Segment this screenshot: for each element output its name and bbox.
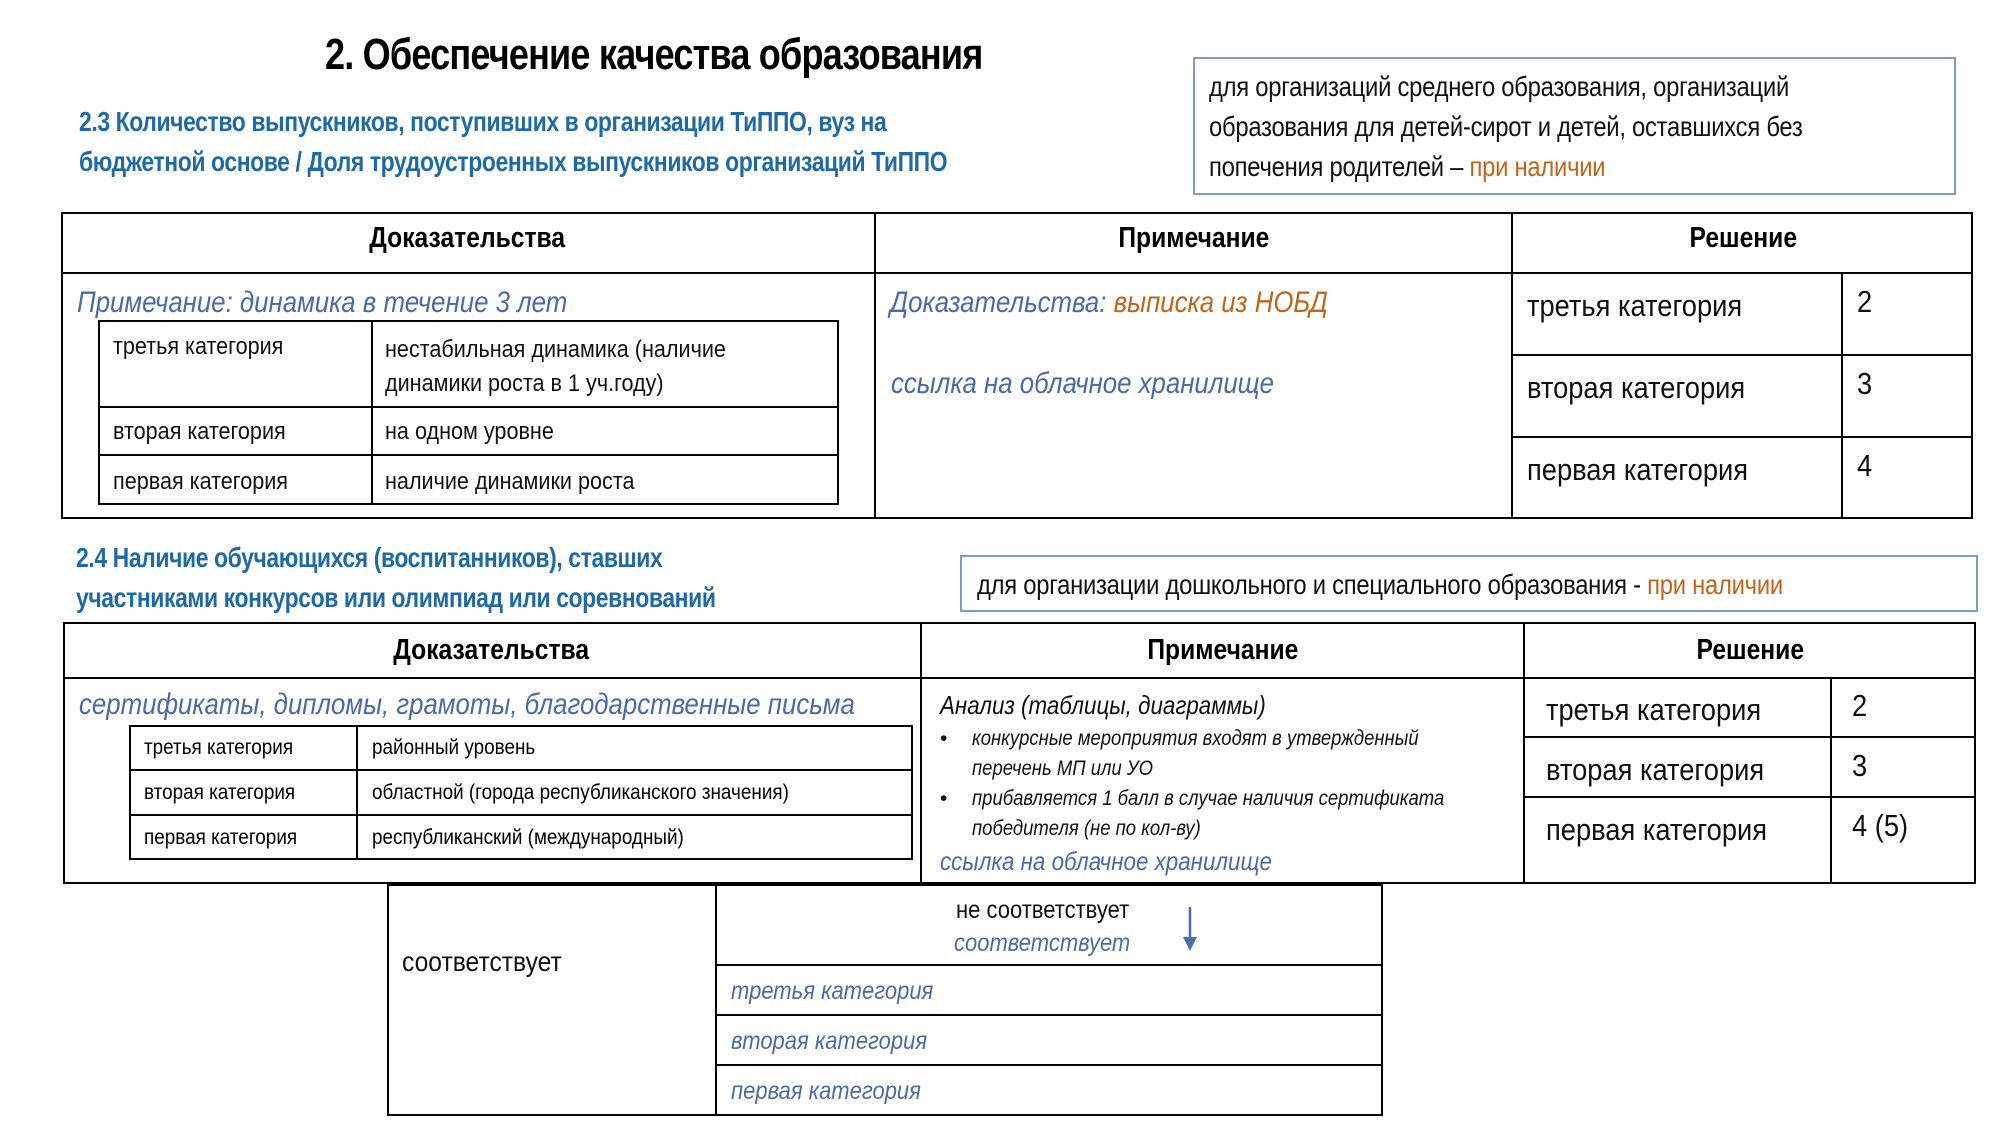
scope-note-line3 bbox=[1209, 147, 1605, 187]
decision-category bbox=[1546, 752, 1794, 788]
divider bbox=[1512, 436, 1973, 438]
table1-evidence-note bbox=[77, 286, 647, 320]
summary-matching bbox=[954, 929, 1154, 958]
evidence-note-text: сертификаты, дипломы, грамоты, благодарственные письма bbox=[79, 688, 855, 721]
table1-header-remark bbox=[876, 222, 1511, 255]
cell-text: 2 bbox=[1857, 284, 1873, 319]
table2-remark-title bbox=[940, 690, 1319, 721]
cell-text: республиканский (международный) bbox=[372, 826, 684, 849]
cell-text: 3 bbox=[1857, 366, 1873, 401]
section-2-3-title bbox=[79, 102, 1138, 182]
cell-text: нестабильная динамика (наличие bbox=[385, 336, 726, 363]
cell-text: первая категория bbox=[113, 468, 288, 495]
criteria-description bbox=[385, 468, 662, 496]
section-2-4-title-line2: участниками конкурсов или олимпиад или соревнований bbox=[76, 582, 716, 613]
table1-remark bbox=[890, 286, 1399, 320]
criteria-category bbox=[144, 781, 312, 805]
cell-text: соответствует bbox=[402, 946, 562, 977]
page-title bbox=[325, 30, 1127, 80]
cell-text: первая категория bbox=[144, 826, 298, 849]
decision-score bbox=[1852, 688, 1869, 724]
cell-text: не соответствует bbox=[956, 896, 1130, 924]
summary-row bbox=[731, 1077, 947, 1106]
criteria-level bbox=[372, 826, 718, 850]
cell-text: динамики роста в 1 уч.году) bbox=[385, 370, 664, 397]
bullet-icon: • bbox=[940, 727, 948, 750]
cell-text: 2 bbox=[1852, 688, 1868, 723]
cell-text: 3 bbox=[1852, 748, 1868, 783]
summary-left-label bbox=[402, 946, 584, 978]
cell-text: третья категория bbox=[144, 736, 294, 759]
cell-text: первая категория bbox=[1527, 452, 1749, 487]
section-2-4-title-line1: 2.4 Наличие обучающихся (воспитанников), ставших bbox=[76, 542, 663, 573]
decision-category bbox=[1527, 288, 1772, 324]
section-2-4-scope-note bbox=[960, 555, 1978, 612]
table2-remark-bullets bbox=[938, 724, 1509, 844]
divider bbox=[716, 1014, 1383, 1016]
scope-note-highlight: при наличии bbox=[1647, 569, 1783, 600]
cell-text: первая категория bbox=[1546, 812, 1768, 847]
cell-text: третья категория bbox=[1546, 692, 1762, 727]
divider bbox=[129, 814, 913, 816]
decision-score bbox=[1857, 284, 1874, 320]
bullet-item bbox=[938, 784, 1509, 844]
table1-cloud-link[interactable] bbox=[891, 367, 1336, 401]
scope-note-text bbox=[977, 565, 1783, 605]
criteria-category bbox=[144, 826, 314, 850]
bullet-icon: • bbox=[940, 787, 948, 810]
cell-text: третья категория bbox=[113, 333, 284, 360]
summary-not-matching bbox=[956, 896, 1153, 925]
header-text: Решение bbox=[1689, 222, 1797, 254]
divider bbox=[1841, 273, 1843, 519]
cell-text: вторая категория bbox=[113, 418, 286, 445]
cell-text: вторая категория bbox=[731, 1027, 928, 1055]
summary-row bbox=[731, 1027, 954, 1056]
section-2-3-title-line1: 2.3 Количество выпускников, поступивших в организации ТиППО, вуз на bbox=[79, 106, 887, 137]
header-text: Решение bbox=[1696, 634, 1805, 666]
divider bbox=[1524, 736, 1976, 738]
bullet-text: конкурсные мероприятия входят в утвержденный bbox=[972, 727, 1419, 750]
section-2-3-scope-note bbox=[1193, 57, 1956, 195]
cell-text: третья категория bbox=[731, 977, 934, 1005]
decision-category bbox=[1546, 692, 1791, 728]
decision-score bbox=[1852, 808, 1916, 844]
criteria-level bbox=[372, 781, 835, 805]
cell-text: вторая категория bbox=[144, 781, 296, 804]
decision-score bbox=[1852, 748, 1869, 784]
remark-label: Доказательства: bbox=[890, 286, 1114, 319]
remark-title-text: Анализ (таблицы, диаграммы) bbox=[940, 690, 1266, 720]
divider bbox=[716, 1064, 1383, 1066]
table2-header-remark bbox=[922, 634, 1523, 667]
page-title-text: 2. Обеспечение качества образования bbox=[325, 30, 983, 79]
cell-text: 4 (5) bbox=[1852, 808, 1909, 843]
cell-text: третья категория bbox=[1527, 288, 1743, 323]
table2-header-decision bbox=[1525, 634, 1976, 667]
arrow-down-icon bbox=[1180, 905, 1200, 955]
scope-note-line2: образования для детей-сирот и детей, оставшихся без bbox=[1209, 111, 1803, 142]
decision-category bbox=[1527, 370, 1775, 406]
decision-category bbox=[1527, 452, 1778, 488]
divider bbox=[63, 677, 1976, 679]
divider bbox=[98, 454, 839, 456]
criteria-category bbox=[113, 418, 305, 446]
decision-category bbox=[1546, 812, 1797, 848]
header-text: Доказательства bbox=[393, 634, 590, 666]
header-text: Примечание bbox=[1146, 634, 1299, 666]
cell-text: вторая категория bbox=[1546, 752, 1765, 787]
divider bbox=[715, 883, 717, 1116]
section-2-4-title bbox=[76, 538, 856, 618]
divider bbox=[371, 320, 373, 505]
table1-header-evidence bbox=[61, 222, 874, 255]
summary-row bbox=[731, 977, 961, 1006]
bullet-text: прибавляется 1 балл в случае наличия сертификата bbox=[972, 787, 1445, 810]
cell-text: наличие динамики роста bbox=[385, 468, 635, 495]
cloud-storage-link[interactable]: ссылка на облачное хранилище bbox=[891, 367, 1274, 400]
cell-text: на одном уровне bbox=[385, 418, 554, 445]
decision-score bbox=[1857, 366, 1874, 402]
bullet-item bbox=[938, 724, 1509, 784]
criteria-category bbox=[113, 333, 302, 361]
divider bbox=[98, 406, 839, 408]
table2-cloud-link[interactable] bbox=[940, 846, 1326, 877]
bullet-text: перечень МП или УО bbox=[972, 757, 1154, 780]
section-2-3-title-line2: бюджетной основе / Доля трудоустроенных выпускников организаций ТиППО bbox=[79, 146, 948, 177]
divider bbox=[1512, 354, 1973, 356]
divider bbox=[1524, 796, 1976, 798]
divider bbox=[1830, 678, 1832, 884]
table1-header-decision bbox=[1513, 222, 1973, 255]
decision-score bbox=[1857, 448, 1874, 484]
scope-note-line3-prefix: попечения родителей – bbox=[1209, 151, 1470, 182]
table2-header-evidence bbox=[63, 634, 920, 667]
cloud-storage-link[interactable]: ссылка на облачное хранилище bbox=[940, 846, 1272, 876]
criteria-level bbox=[372, 736, 553, 760]
cell-text: соответствует bbox=[954, 929, 1131, 957]
cell-text: районный уровень bbox=[372, 736, 536, 759]
criteria-description bbox=[385, 333, 764, 401]
table2-evidence-note bbox=[79, 688, 981, 722]
divider bbox=[356, 725, 358, 860]
scope-note-prefix: для организации дошкольного и специального образования - bbox=[977, 569, 1648, 600]
bullet-text: победителя (не по кол-ву) bbox=[972, 817, 1201, 840]
divider bbox=[874, 212, 876, 519]
divider bbox=[716, 964, 1383, 966]
divider bbox=[129, 769, 913, 771]
divider bbox=[61, 272, 1973, 274]
header-text: Доказательства bbox=[369, 222, 566, 254]
criteria-category bbox=[144, 736, 310, 760]
cell-text: 4 bbox=[1857, 448, 1873, 483]
cell-text: вторая категория bbox=[1527, 370, 1746, 405]
divider bbox=[1511, 212, 1513, 519]
header-text: Примечание bbox=[1117, 222, 1270, 254]
criteria-category bbox=[113, 468, 307, 496]
scope-note-line1: для организаций среднего образования, организаций bbox=[1209, 71, 1789, 102]
cell-text: областной (города республиканского значения) bbox=[372, 781, 789, 804]
evidence-note-text: Примечание: динамика в течение 3 лет bbox=[77, 286, 568, 319]
remark-evidence bbox=[890, 286, 1328, 320]
scope-note-highlight: при наличии bbox=[1469, 151, 1606, 182]
cell-text: первая категория bbox=[731, 1077, 921, 1105]
criteria-description bbox=[385, 418, 573, 446]
remark-value: выписка из НОБД bbox=[1113, 286, 1328, 319]
